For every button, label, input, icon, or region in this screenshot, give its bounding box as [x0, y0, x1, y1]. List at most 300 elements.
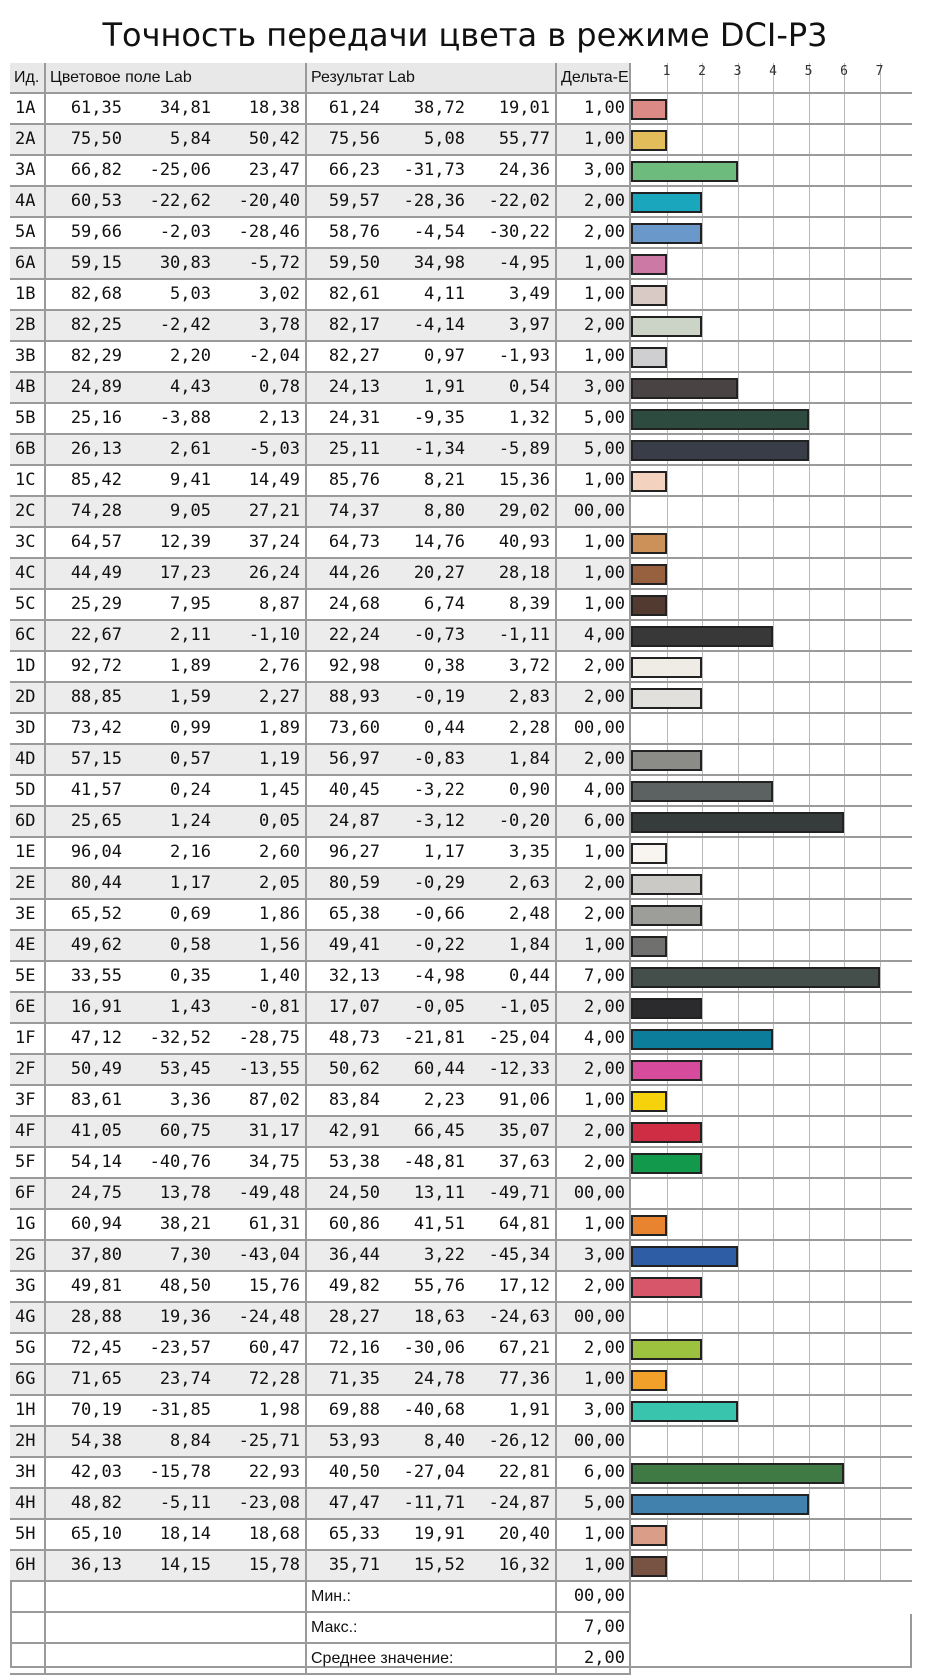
- summary-empty: [10, 1613, 46, 1644]
- result-lab-value: -30,06: [403, 1338, 465, 1358]
- row-separator: [631, 1053, 912, 1055]
- result-lab-value: -5,89: [498, 439, 550, 459]
- target-lab-value: -2,03: [159, 222, 211, 242]
- result-lab: [307, 590, 557, 621]
- result-lab-value: 24,87: [328, 811, 380, 831]
- result-lab-value: 53,38: [328, 1152, 380, 1172]
- target-lab-value: 87,02: [248, 1090, 300, 1110]
- target-lab-value: -25,06: [149, 160, 211, 180]
- target-lab-value: 2,11: [170, 625, 211, 645]
- patch-id: 4F: [10, 1117, 46, 1148]
- result-lab-value: 67,21: [498, 1338, 550, 1358]
- result-lab-value: 22,24: [328, 625, 380, 645]
- result-lab-value: 60,44: [413, 1059, 465, 1079]
- result-lab: [307, 435, 557, 466]
- row-separator: [631, 402, 912, 404]
- target-lab-value: 57,15: [70, 749, 122, 769]
- delta-e-bar: [631, 1153, 702, 1174]
- delta-e-value: 1,00: [557, 1086, 631, 1117]
- result-lab-value: 6,74: [424, 594, 465, 614]
- delta-e-value: 5,00: [557, 404, 631, 435]
- delta-e-bar: [631, 595, 667, 616]
- summary-row: [10, 1644, 912, 1675]
- table-row: [10, 1458, 631, 1489]
- target-lab: [46, 559, 307, 590]
- target-lab-value: 54,38: [70, 1431, 122, 1451]
- table-row: [10, 528, 631, 559]
- result-lab-value: 1,91: [509, 1400, 550, 1420]
- gridline: [880, 63, 881, 1582]
- delta-e-value: 3,00: [557, 1396, 631, 1427]
- target-lab: [46, 652, 307, 683]
- result-lab-value: 2,48: [509, 904, 550, 924]
- result-lab-value: 73,60: [328, 718, 380, 738]
- delta-e-bar: [631, 347, 667, 368]
- target-lab-value: 18,38: [248, 98, 300, 118]
- patch-id: 4A: [10, 187, 46, 218]
- gridline: [844, 63, 845, 1582]
- patch-id: 1E: [10, 838, 46, 869]
- target-lab-value: 14,49: [248, 470, 300, 490]
- table-row: [10, 1520, 631, 1551]
- result-lab-value: 92,98: [328, 656, 380, 676]
- target-lab-value: 80,44: [70, 873, 122, 893]
- result-lab: [307, 962, 557, 993]
- axis-tick-label: 5: [804, 64, 813, 79]
- target-lab-value: -0,81: [248, 997, 300, 1017]
- result-lab-value: 56,97: [328, 749, 380, 769]
- row-separator: [631, 1084, 912, 1086]
- patch-id: 6H: [10, 1551, 46, 1582]
- patch-id: 3A: [10, 156, 46, 187]
- result-lab: [307, 497, 557, 528]
- target-lab-value: 1,86: [259, 904, 300, 924]
- result-lab-value: 49,41: [328, 935, 380, 955]
- patch-id: 1C: [10, 466, 46, 497]
- result-lab-value: -49,71: [488, 1183, 550, 1203]
- row-separator: [631, 1301, 912, 1303]
- target-lab-value: 2,27: [259, 687, 300, 707]
- result-lab-value: 88,93: [328, 687, 380, 707]
- target-lab-value: 49,81: [70, 1276, 122, 1296]
- patch-id: 4B: [10, 373, 46, 404]
- result-lab: [307, 1458, 557, 1489]
- header-id: Ид.: [10, 63, 46, 94]
- axis-tick-label: 4: [769, 64, 777, 79]
- delta-e-bar: [631, 409, 809, 430]
- result-lab-value: 85,76: [328, 470, 380, 490]
- delta-e-bar: [631, 1339, 702, 1360]
- delta-e-bar: [631, 254, 667, 275]
- row-separator: [631, 185, 912, 187]
- target-lab: [46, 249, 307, 280]
- delta-e-bar: [631, 223, 702, 244]
- target-lab-value: 1,24: [170, 811, 211, 831]
- delta-e-bar: [631, 161, 738, 182]
- result-lab-value: -0,20: [498, 811, 550, 831]
- target-lab-value: 0,58: [170, 935, 211, 955]
- result-lab: [307, 559, 557, 590]
- result-lab-value: 75,56: [328, 129, 380, 149]
- target-lab-value: 15,76: [248, 1276, 300, 1296]
- target-lab: [46, 1024, 307, 1055]
- target-lab-value: 60,53: [70, 191, 122, 211]
- patch-id: 2F: [10, 1055, 46, 1086]
- delta-e-bar: [631, 1370, 667, 1391]
- delta-e-bar: [631, 998, 702, 1019]
- result-lab: [307, 931, 557, 962]
- delta-e-value: 1,00: [557, 528, 631, 559]
- target-lab-value: 3,78: [259, 315, 300, 335]
- target-lab: [46, 900, 307, 931]
- patch-id: 3B: [10, 342, 46, 373]
- table-row: [10, 993, 631, 1024]
- delta-e-value: 1,00: [557, 280, 631, 311]
- result-lab-value: 16,32: [498, 1555, 550, 1575]
- patch-id: 2H: [10, 1427, 46, 1458]
- target-lab-value: 1,40: [259, 966, 300, 986]
- table-row: [10, 249, 631, 280]
- result-lab-value: -24,87: [488, 1493, 550, 1513]
- result-lab-value: -0,05: [413, 997, 465, 1017]
- patch-id: 3H: [10, 1458, 46, 1489]
- result-lab-value: 40,45: [328, 780, 380, 800]
- delta-e-bar: [631, 812, 844, 833]
- target-lab-value: 92,72: [70, 656, 122, 676]
- result-lab-value: -0,29: [413, 873, 465, 893]
- result-lab-value: 2,83: [509, 687, 550, 707]
- patch-id: 1B: [10, 280, 46, 311]
- target-lab-value: 26,24: [248, 563, 300, 583]
- target-lab-value: 1,43: [170, 997, 211, 1017]
- axis-tick-label: 1: [662, 64, 671, 79]
- delta-e-value: 6,00: [557, 1458, 631, 1489]
- target-lab-value: 16,91: [70, 997, 122, 1017]
- target-lab-value: 65,52: [70, 904, 122, 924]
- target-lab-value: -15,78: [149, 1462, 211, 1482]
- target-lab-value: 2,05: [259, 873, 300, 893]
- delta-e-bar: [631, 192, 702, 213]
- result-lab-value: 3,35: [509, 842, 550, 862]
- delta-e-bar: [631, 626, 773, 647]
- row-separator: [631, 774, 912, 776]
- target-lab: [46, 156, 307, 187]
- result-lab-value: -3,22: [413, 780, 465, 800]
- target-lab-value: 53,45: [159, 1059, 211, 1079]
- delta-e-value: 4,00: [557, 1024, 631, 1055]
- target-lab-value: 0,78: [259, 377, 300, 397]
- row-separator: [631, 929, 912, 931]
- result-lab: [307, 280, 557, 311]
- table-row: [10, 838, 631, 869]
- summary-value: 7,00: [557, 1613, 631, 1644]
- delta-e-bar: [631, 1091, 667, 1112]
- target-lab: [46, 807, 307, 838]
- result-lab-value: -0,19: [413, 687, 465, 707]
- patch-id: 2G: [10, 1241, 46, 1272]
- target-lab-value: 12,39: [159, 532, 211, 552]
- delta-e-bar: [631, 688, 702, 709]
- delta-e-value: 2,00: [557, 1272, 631, 1303]
- delta-e-bar: [631, 564, 667, 585]
- target-lab-value: -5,72: [248, 253, 300, 273]
- delta-e-bar: [631, 1494, 809, 1515]
- result-lab: [307, 621, 557, 652]
- delta-e-value: 2,00: [557, 683, 631, 714]
- result-lab: [307, 1520, 557, 1551]
- result-lab-value: 3,97: [509, 315, 550, 335]
- target-lab-value: 54,14: [70, 1152, 122, 1172]
- summary-label: Макс.:: [307, 1613, 557, 1644]
- result-lab-value: -0,22: [413, 935, 465, 955]
- table-row: [10, 1148, 631, 1179]
- result-lab: [307, 218, 557, 249]
- target-lab-value: 60,94: [70, 1214, 122, 1234]
- delta-e-value: 7,00: [557, 962, 631, 993]
- target-lab: [46, 311, 307, 342]
- row-separator: [631, 681, 912, 683]
- table-row: [10, 1272, 631, 1303]
- result-lab-value: 83,84: [328, 1090, 380, 1110]
- header-target: Цветовое поле Lab: [46, 63, 307, 94]
- patch-id: 5G: [10, 1334, 46, 1365]
- result-lab-value: -1,11: [498, 625, 550, 645]
- table-row: [10, 1055, 631, 1086]
- patch-id: 3G: [10, 1272, 46, 1303]
- result-lab: [307, 156, 557, 187]
- target-lab: [46, 528, 307, 559]
- target-lab-value: 0,24: [170, 780, 211, 800]
- target-lab-value: -32,52: [149, 1028, 211, 1048]
- patch-id: 3D: [10, 714, 46, 745]
- patch-id: 4G: [10, 1303, 46, 1334]
- delta-e-value: 1,00: [557, 249, 631, 280]
- target-lab-value: 61,31: [248, 1214, 300, 1234]
- target-lab: [46, 714, 307, 745]
- summary-label: Среднее значение:: [307, 1644, 557, 1675]
- table-row: [10, 1396, 631, 1427]
- delta-e-bar: [631, 1556, 667, 1577]
- table-row: [10, 94, 631, 125]
- row-separator: [631, 123, 912, 125]
- target-lab-value: 85,42: [70, 470, 122, 490]
- table-row: [10, 683, 631, 714]
- target-lab-value: 34,81: [159, 98, 211, 118]
- target-lab-value: 28,88: [70, 1307, 122, 1327]
- target-lab-value: 36,13: [70, 1555, 122, 1575]
- result-lab-value: -45,34: [488, 1245, 550, 1265]
- target-lab-value: 19,36: [159, 1307, 211, 1327]
- result-lab-value: -1,34: [413, 439, 465, 459]
- result-lab-value: 3,49: [509, 284, 550, 304]
- delta-e-value: 2,00: [557, 869, 631, 900]
- result-lab-value: 42,91: [328, 1121, 380, 1141]
- result-lab: [307, 1334, 557, 1365]
- patch-id: 4D: [10, 745, 46, 776]
- target-lab-value: 82,25: [70, 315, 122, 335]
- target-lab-value: 59,15: [70, 253, 122, 273]
- result-lab-value: 49,82: [328, 1276, 380, 1296]
- table-row: [10, 776, 631, 807]
- row-separator: [631, 1115, 912, 1117]
- target-lab-value: 50,42: [248, 129, 300, 149]
- result-lab-value: 2,63: [509, 873, 550, 893]
- result-lab-value: 69,88: [328, 1400, 380, 1420]
- target-lab-value: 2,76: [259, 656, 300, 676]
- target-lab-value: 96,04: [70, 842, 122, 862]
- table-row: [10, 1210, 631, 1241]
- table-row: [10, 962, 631, 993]
- result-lab: [307, 187, 557, 218]
- row-separator: [631, 1022, 912, 1024]
- target-lab-value: 4,43: [170, 377, 211, 397]
- delta-e-value: 3,00: [557, 373, 631, 404]
- delta-e-value: 2,00: [557, 652, 631, 683]
- delta-e-value: 4,00: [557, 776, 631, 807]
- target-lab-value: 18,68: [248, 1524, 300, 1544]
- result-lab: [307, 745, 557, 776]
- summary-empty: [10, 1582, 46, 1613]
- table-row: [10, 1551, 631, 1582]
- result-lab-value: 17,07: [328, 997, 380, 1017]
- result-lab-value: -30,22: [488, 222, 550, 242]
- result-lab-value: 24,31: [328, 408, 380, 428]
- summary-label: Мин.:: [307, 1582, 557, 1613]
- delta-e-bar: [631, 1215, 667, 1236]
- result-lab-value: -28,36: [403, 191, 465, 211]
- header-result: Результат Lab: [307, 63, 557, 94]
- result-lab-value: 82,17: [328, 315, 380, 335]
- target-lab-value: 72,28: [248, 1369, 300, 1389]
- result-lab-value: 28,27: [328, 1307, 380, 1327]
- row-separator: [631, 1456, 912, 1458]
- table-row: [10, 1086, 631, 1117]
- result-lab-value: 38,72: [413, 98, 465, 118]
- target-lab-value: 3,02: [259, 284, 300, 304]
- summary-value: 00,00: [557, 1582, 631, 1613]
- delta-e-bar: [631, 1277, 702, 1298]
- table-row: [10, 559, 631, 590]
- result-lab-value: 35,07: [498, 1121, 550, 1141]
- target-lab-value: 0,05: [259, 811, 300, 831]
- target-lab: [46, 993, 307, 1024]
- result-lab-value: 74,37: [328, 501, 380, 521]
- target-lab-value: 9,41: [170, 470, 211, 490]
- target-lab-value: 83,61: [70, 1090, 122, 1110]
- target-lab: [46, 497, 307, 528]
- summary-value: 2,00: [557, 1644, 631, 1675]
- target-lab: [46, 466, 307, 497]
- target-lab-value: -23,57: [149, 1338, 211, 1358]
- target-lab-value: 82,29: [70, 346, 122, 366]
- result-lab-value: 55,76: [413, 1276, 465, 1296]
- patch-id: 5E: [10, 962, 46, 993]
- target-lab-value: 48,82: [70, 1493, 122, 1513]
- result-lab: [307, 94, 557, 125]
- patch-id: 3E: [10, 900, 46, 931]
- row-separator: [631, 619, 912, 621]
- result-lab-value: 66,23: [328, 160, 380, 180]
- table-row: [10, 590, 631, 621]
- delta-e-bar: [631, 1463, 844, 1484]
- result-lab-value: 19,01: [498, 98, 550, 118]
- target-lab: [46, 1458, 307, 1489]
- result-lab-value: -0,83: [413, 749, 465, 769]
- result-lab-value: 24,36: [498, 160, 550, 180]
- delta-e-bar: [631, 936, 667, 957]
- target-lab-value: 2,61: [170, 439, 211, 459]
- result-lab-value: 15,52: [413, 1555, 465, 1575]
- target-lab-value: 27,21: [248, 501, 300, 521]
- target-lab-value: 66,82: [70, 160, 122, 180]
- result-lab-value: -26,12: [488, 1431, 550, 1451]
- delta-e-value: 2,00: [557, 745, 631, 776]
- result-lab: [307, 1086, 557, 1117]
- target-lab-value: 5,84: [170, 129, 211, 149]
- target-lab-value: 37,24: [248, 532, 300, 552]
- delta-e-value: 1,00: [557, 1210, 631, 1241]
- target-lab: [46, 1241, 307, 1272]
- target-lab-value: -49,48: [238, 1183, 300, 1203]
- axis-tick-label: 2: [698, 64, 706, 79]
- row-separator: [631, 588, 912, 590]
- patch-id: 4E: [10, 931, 46, 962]
- target-lab: [46, 962, 307, 993]
- table-row: [10, 156, 631, 187]
- table-row: [10, 1334, 631, 1365]
- target-lab-value: -22,62: [149, 191, 211, 211]
- result-lab-value: 24,68: [328, 594, 380, 614]
- row-separator: [631, 1177, 912, 1179]
- result-lab-value: 13,11: [413, 1183, 465, 1203]
- delta-e-value: 2,00: [557, 1334, 631, 1365]
- result-lab-value: 0,54: [509, 377, 550, 397]
- patch-id: 6F: [10, 1179, 46, 1210]
- table-row: [10, 714, 631, 745]
- result-lab-value: 8,39: [509, 594, 550, 614]
- color-accuracy-table: [10, 63, 912, 1668]
- table-row: [10, 745, 631, 776]
- target-lab-value: 1,17: [170, 873, 211, 893]
- delta-e-bar: [631, 843, 667, 864]
- target-lab-value: 42,03: [70, 1462, 122, 1482]
- result-lab-value: -40,68: [403, 1400, 465, 1420]
- target-lab-value: 1,56: [259, 935, 300, 955]
- row-separator: [631, 371, 912, 373]
- delta-e-bar: [631, 378, 738, 399]
- target-lab: [46, 1148, 307, 1179]
- result-lab-value: 59,57: [328, 191, 380, 211]
- row-separator: [631, 991, 912, 993]
- result-lab-value: 8,40: [424, 1431, 465, 1451]
- row-separator: [631, 898, 912, 900]
- delta-e-value: 00,00: [557, 1427, 631, 1458]
- target-lab: [46, 1427, 307, 1458]
- result-lab-value: 28,18: [498, 563, 550, 583]
- result-lab-value: -21,81: [403, 1028, 465, 1048]
- result-lab: [307, 1179, 557, 1210]
- result-lab: [307, 993, 557, 1024]
- table-row: [10, 807, 631, 838]
- row-separator: [631, 216, 912, 218]
- target-lab: [46, 94, 307, 125]
- result-lab-value: 48,73: [328, 1028, 380, 1048]
- result-lab: [307, 1272, 557, 1303]
- result-lab: [307, 1365, 557, 1396]
- delta-e-bar: [631, 781, 773, 802]
- row-separator: [631, 1146, 912, 1148]
- summary-row: [10, 1613, 912, 1644]
